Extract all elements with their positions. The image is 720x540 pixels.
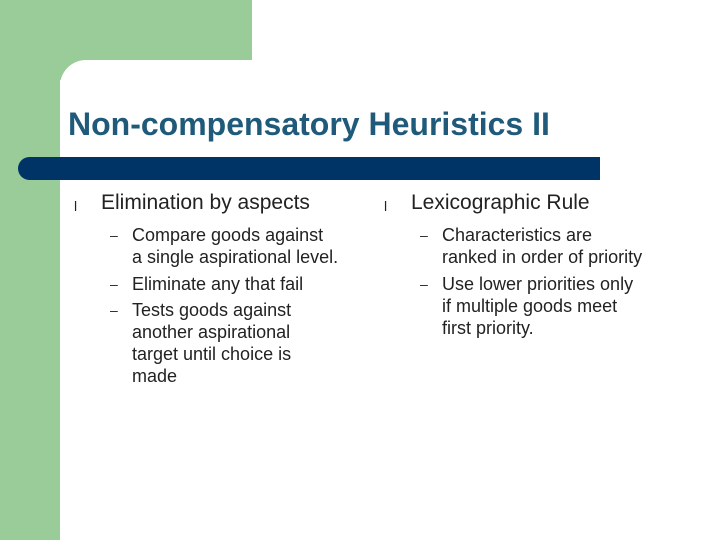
sub-item-line: Compare goods against <box>132 225 324 245</box>
sub-item-line: first priority. <box>442 318 534 338</box>
sub-item <box>74 273 374 295</box>
sub-item <box>384 224 684 268</box>
sub-item-line: if multiple goods meet <box>442 296 618 316</box>
right-bullet <box>384 190 684 220</box>
dash-icon: – <box>110 302 118 318</box>
right-sub-list <box>384 224 684 339</box>
sub-item <box>74 224 374 268</box>
sub-item-line: Use lower priorities only <box>442 274 634 294</box>
right-column <box>384 190 684 339</box>
sub-item-line: ranked in order of priority <box>442 247 643 267</box>
dash-icon: – <box>110 227 118 243</box>
sub-item-line: another aspirational <box>132 322 291 342</box>
sub-item <box>384 273 684 339</box>
sub-item-line: Eliminate any that fail <box>132 274 304 294</box>
left-column <box>74 190 374 387</box>
title-underline-bar <box>18 157 600 180</box>
sub-item-line: a single aspirational level. <box>132 247 339 267</box>
left-sub-list <box>74 224 374 387</box>
bullet-icon: l <box>74 198 78 214</box>
slide-title: Non-compensatory Heuristics II <box>68 106 550 142</box>
sub-item-line: target until choice is <box>132 344 292 364</box>
sub-item <box>74 299 374 387</box>
dash-icon: – <box>420 227 428 243</box>
sub-item-line: made <box>132 366 178 386</box>
bullet-icon: l <box>384 198 388 214</box>
sub-item-line: Characteristics are <box>442 225 593 245</box>
left-heading: Elimination by aspects <box>101 191 310 214</box>
dash-icon: – <box>420 276 428 292</box>
sub-item-line: Tests goods against <box>132 300 292 320</box>
left-green-stripe <box>0 0 60 540</box>
right-heading: Lexicographic Rule <box>411 191 590 214</box>
dash-icon: – <box>110 276 118 292</box>
left-bullet <box>74 190 374 220</box>
